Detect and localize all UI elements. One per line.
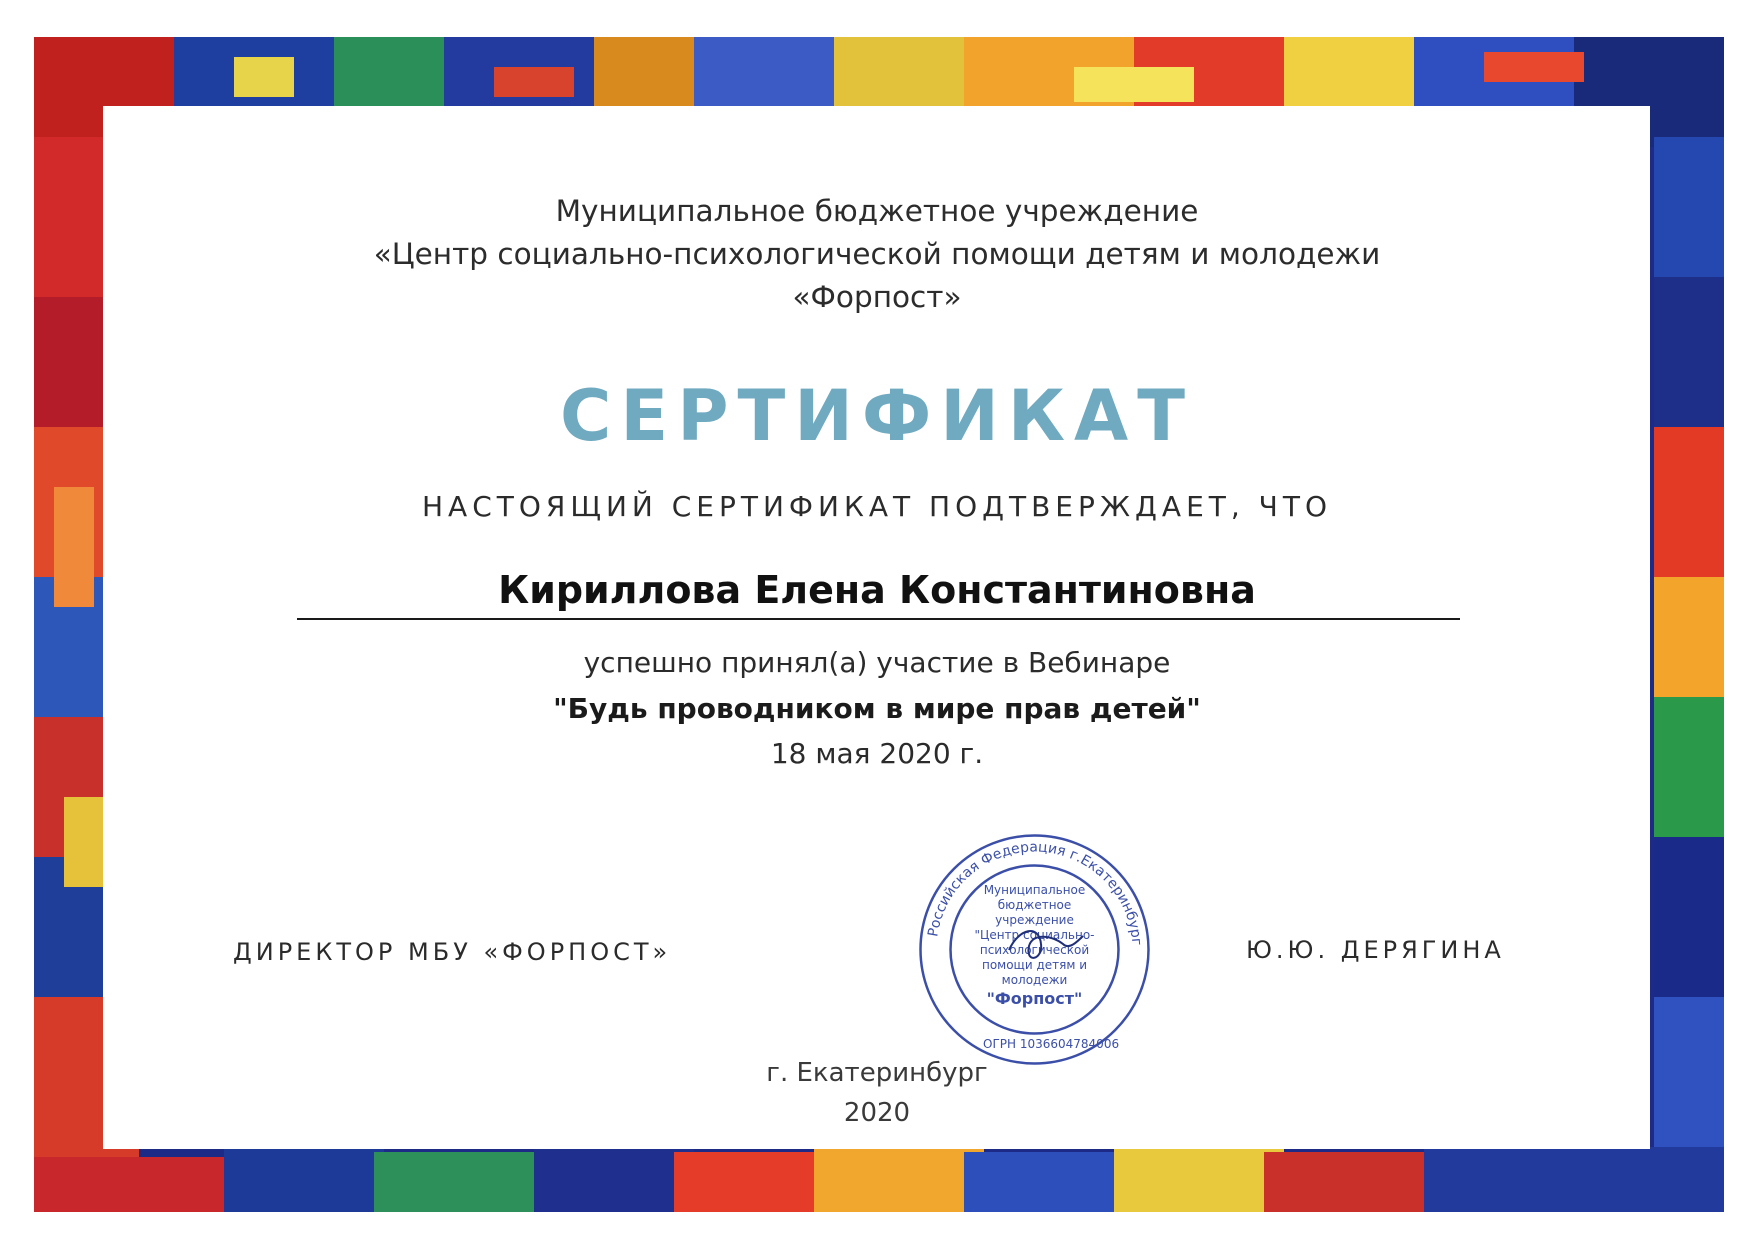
footer-city: г. Екатеринбург (766, 1058, 988, 1088)
event-date: 18 мая 2020 г. (770, 737, 984, 770)
stamp-line-1: Муниципальное (983, 883, 1086, 897)
certificate-subtitle: НАСТОЯЩИЙ СЕРТИФИКАТ ПОДТВЕРЖДАЕТ, ЧТО (421, 490, 1332, 523)
organization-line-1: Муниципальное бюджетное учреждение (555, 194, 1199, 228)
organization-line-3: «Форпост» (792, 280, 962, 314)
stamp-line-6: помощи детям и (981, 958, 1088, 972)
stamp-line-2: бюджетное (997, 898, 1072, 912)
stamp-line-4: "Центр социально- (974, 928, 1095, 942)
stamp-line-7: молодежи (1001, 973, 1068, 987)
certificate-title: СЕРТИФИКАТ (560, 375, 1194, 457)
director-name: Ю.Ю. ДЕРЯГИНА (1246, 936, 1505, 964)
official-stamp (917, 832, 1152, 1067)
organization-name (0, 190, 1754, 319)
webinar-title: "Будь проводником в мире прав детей" (553, 692, 1201, 725)
director-position: ДИРЕКТОР МБУ «ФОРПОСТ» (233, 938, 672, 966)
participation-text: успешно принял(а) участие в Вебинаре (583, 646, 1171, 679)
footer-year: 2020 (843, 1098, 911, 1128)
stamp-org-name: "Форпост" (986, 989, 1083, 1008)
organization-line-2: «Центр социально-психологической помощи детям и молодежи (373, 237, 1381, 271)
name-underline (297, 618, 1460, 620)
stamp-outer-text-path: Российская Федерация г.Екатеринбург (925, 839, 1145, 947)
stamp-line-3: учреждение (995, 913, 1074, 927)
stamp-line-5: психологической (979, 943, 1090, 957)
stamp-ogrn: ОГРН 1036604784006 (983, 1037, 1120, 1051)
recipient-name: Кириллова Елена Константиновна (498, 568, 1256, 612)
